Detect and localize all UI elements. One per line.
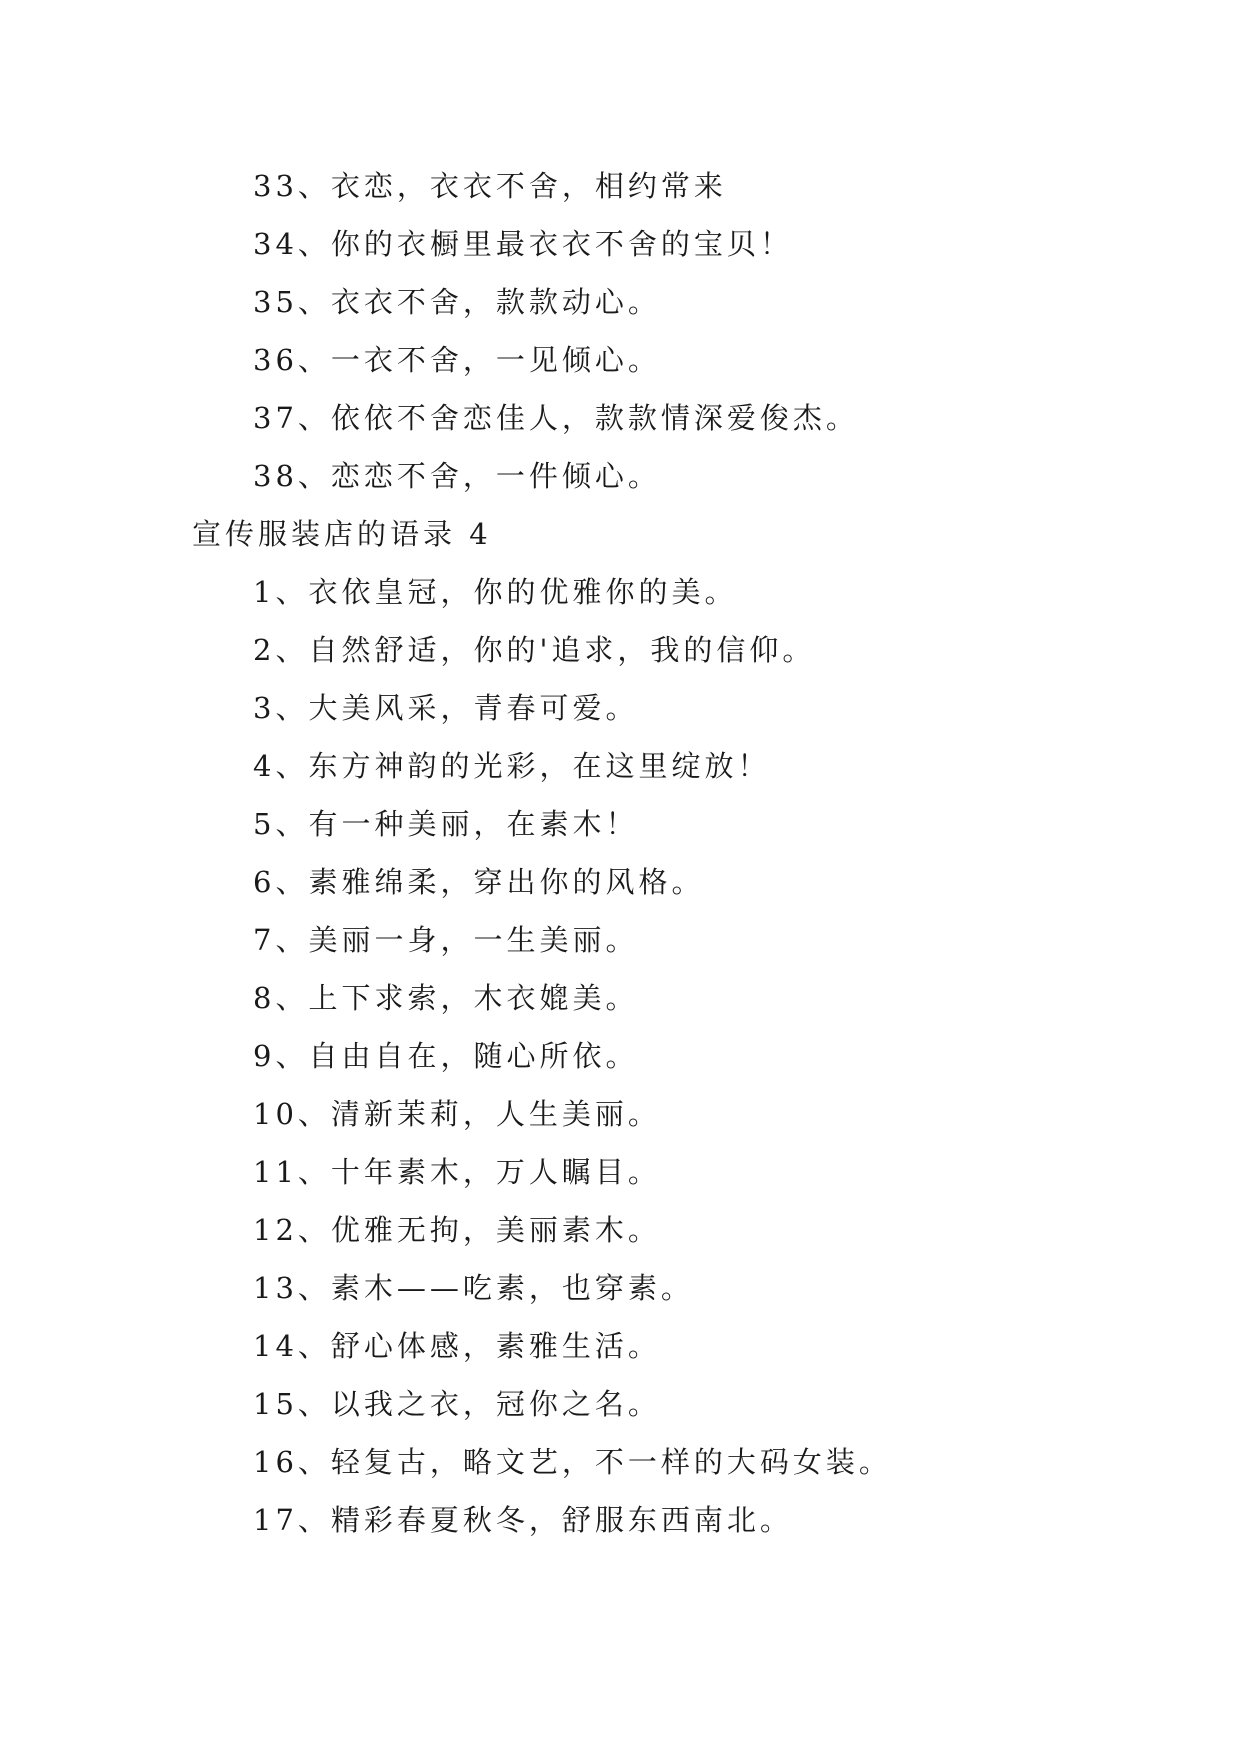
list-item: 37、依依不舍恋佳人，款款情深爱俊杰。: [253, 401, 859, 435]
list-item: 2、自然舒适，你的'追求，我的信仰。: [253, 633, 816, 667]
list-item: 1、衣依皇冠，你的优雅你的美。: [253, 575, 738, 609]
list-item: 10、清新茉莉，人生美丽。: [253, 1097, 661, 1131]
list-item: 38、恋恋不舍，一件倾心。: [253, 459, 661, 493]
list-item: 4、东方神韵的光彩，在这里绽放！: [253, 749, 771, 783]
list-item: 17、精彩春夏秋冬，舒服东西南北。: [253, 1503, 793, 1537]
list-item: 13、素木——吃素，也穿素。: [253, 1271, 694, 1305]
list-item: 11、十年素木，万人瞩目。: [253, 1155, 661, 1189]
list-item: 35、衣衣不舍，款款动心。: [253, 285, 661, 319]
list-item: 34、你的衣橱里最衣衣不舍的宝贝！: [253, 227, 793, 261]
list-item: 36、一衣不舍，一见倾心。: [253, 343, 661, 377]
section-heading: 宣传服装店的语录 4: [192, 517, 492, 551]
list-item: 8、上下求索，木衣媲美。: [253, 981, 639, 1015]
list-item: 15、以我之衣，冠你之名。: [253, 1387, 661, 1421]
list-item: 7、美丽一身，一生美丽。: [253, 923, 639, 957]
list-item: 6、素雅绵柔，穿出你的风格。: [253, 865, 705, 899]
list-item: 3、大美风采，青春可爱。: [253, 691, 639, 725]
list-item: 16、轻复古，略文艺，不一样的大码女装。: [253, 1445, 892, 1479]
list-item: 33、衣恋，衣衣不舍，相约常来: [253, 169, 727, 203]
list-item: 14、舒心体感，素雅生活。: [253, 1329, 661, 1363]
list-item: 9、自由自在，随心所依。: [253, 1039, 639, 1073]
list-item: 12、优雅无拘，美丽素木。: [253, 1213, 661, 1247]
list-item: 5、有一种美丽，在素木！: [253, 807, 639, 841]
